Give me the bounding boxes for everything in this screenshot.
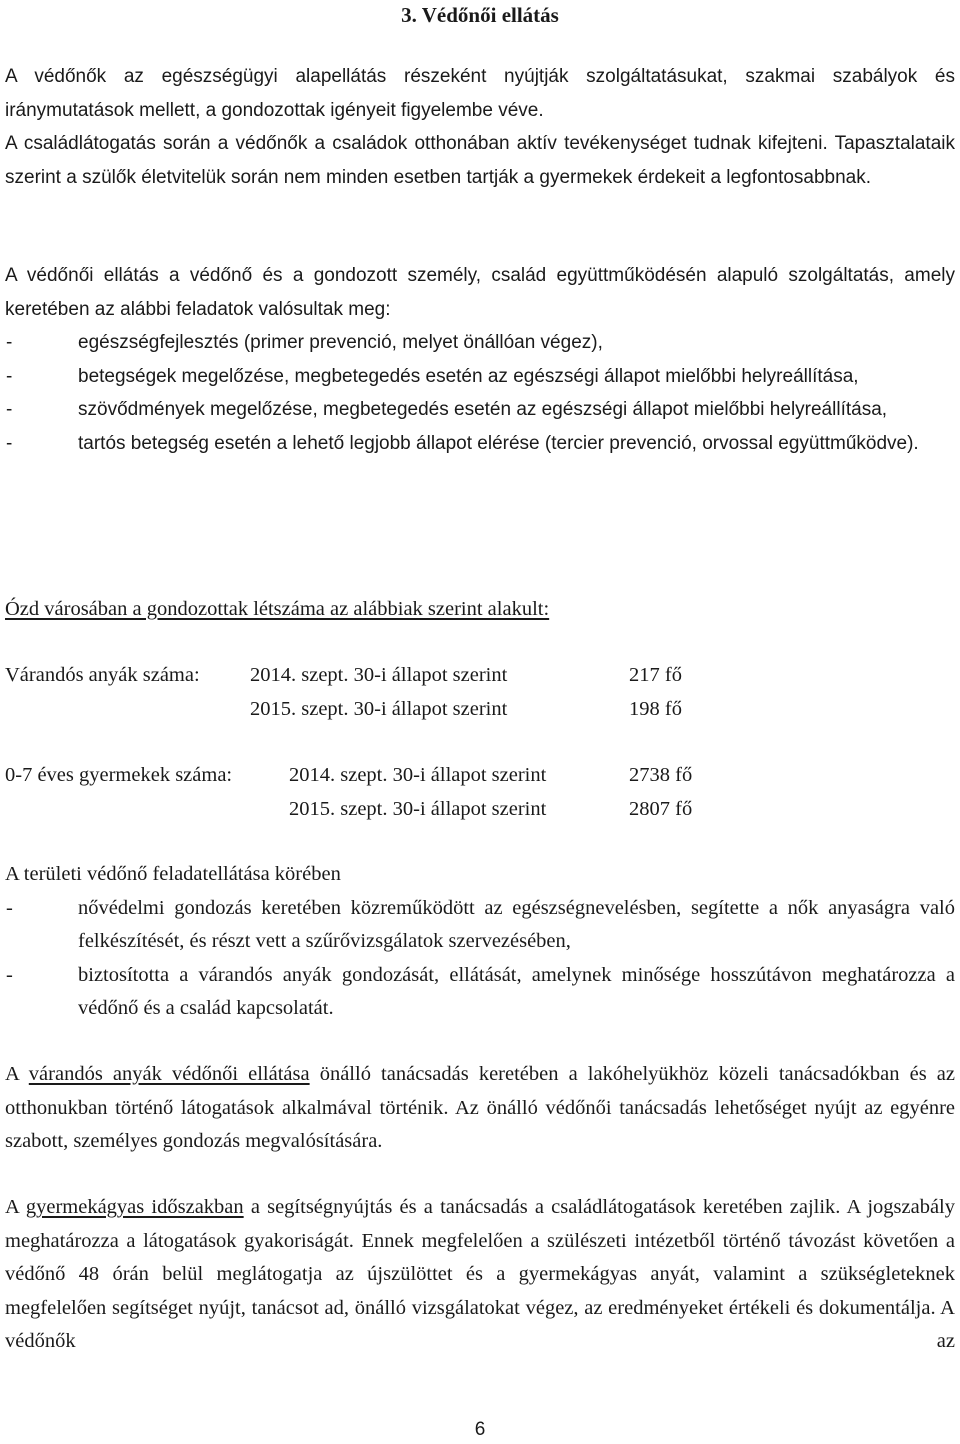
children-stat-label: 0-7 éves gyermekek száma: (5, 764, 233, 786)
stat-value: 2738 fő (629, 764, 693, 786)
stat-date: 2015. szept. 30-i állapot szerint (250, 698, 508, 720)
underlined-term: gyermekágyas időszakban (25, 1196, 244, 1218)
stat-date: 2015. szept. 30-i állapot szerint (289, 798, 547, 820)
underlined-term: várandós anyák védőnői ellátása (28, 1063, 310, 1085)
paragraph-text: a segítségnyújtás és a tanácsadás a családlátogatások keretében zajlik. A jogszabály meghatározza a látogatások gyakoriságát. Ennek megfelelően a szülészeti intézetből történő távozást követően a védőnő 48 órán belül meglátogatja az újszülöttet és a gyermekágyas anyát, valamint a szükségleteknek megfelelően segítséget nyújt, tanácsot ad, önálló vizsgálatokat végez, az eredményeket értékeli és dokumentálja. A védőnők az (5, 1196, 955, 1352)
pregnant-care-paragraph (5, 1058, 955, 1159)
pregnant-stat-label: Várandós anyák száma: (5, 664, 200, 686)
service-task-list (5, 326, 955, 460)
stat-value: 2807 fő (629, 798, 693, 820)
district-task-list (5, 892, 955, 1026)
district-block (5, 858, 955, 1026)
list-item: - tartós betegség esetén a lehető legjobb állapot elérése (tercier prevenció, orvossal együttműködve). (5, 427, 955, 461)
page-number: 6 (474, 1419, 486, 1440)
section-heading: 3. Védőnői ellátás (401, 3, 559, 27)
service-intro: A védőnői ellátás a védőnő és a gondozott személy, család együttműködésén alapuló szolgáltatás, amely keretében az alábbi feladatok valósultak meg: (5, 265, 955, 320)
paragraph-prefix: A (5, 1196, 26, 1218)
list-item: - szövődmények megelőzése, megbetegedés esetén az egészségi állapot mielőbbi helyreállítása, (5, 393, 955, 427)
list-item: - egészségfejlesztés (primer prevenció, melyet önállóan végez), (5, 326, 955, 360)
list-item: - nővédelmi gondozás keretében közreműködött az egészségnevelésben, segítette a nők anyaságra való felkészítését, és részt vett a szűrővizsgálatok szervezésében, (5, 892, 955, 959)
stat-date: 2014. szept. 30-i állapot szerint (289, 764, 547, 786)
intro-paragraph-2: A családlátogatás során a védőnők a családok otthonában aktív tevékenységet tudnak kifejteni. Tapasztalataik szerint a szülők életvitelük során nem minden esetben tartják a gyermekek érdekeit a legfontosabbnak. (5, 133, 955, 188)
stats-title: Ózd városában a gondozottak létszáma az alábbiak szerint alakult: (5, 598, 550, 620)
stat-value: 198 fő (629, 698, 682, 720)
stat-value: 217 fő (629, 664, 682, 686)
list-item: - biztosította a várandós anyák gondozását, ellátását, amelynek minősége hosszútávon meghatározza a védőnő és a család kapcsolatát. (5, 959, 955, 1026)
service-block (5, 259, 955, 460)
stat-date: 2014. szept. 30-i állapot szerint (250, 664, 508, 686)
paragraph-text: önálló tanácsadás keretében a lakóhelyükhöz közeli tanácsadókban és az otthonukban történő látogatások alkalmával történik. Az önálló védőnői tanácsadás lehetőséget nyújt az egyénre szabott, személyes gondozás megvalósítására. (5, 1063, 955, 1152)
intro-paragraph-1: A védőnők az egészségügyi alapellátás részeként nyújtják szolgáltatásukat, szakmai szabályok és iránymutatások mellett, a gondozottak igényeit figyelembe véve. (5, 66, 955, 121)
postpartum-paragraph (5, 1191, 955, 1359)
list-item: - betegségek megelőzése, megbetegedés esetén az egészségi állapot mielőbbi helyreállítása, (5, 360, 955, 394)
district-intro: A területi védőnő feladatellátása körében (5, 863, 341, 885)
paragraph-prefix: A (5, 1063, 29, 1085)
